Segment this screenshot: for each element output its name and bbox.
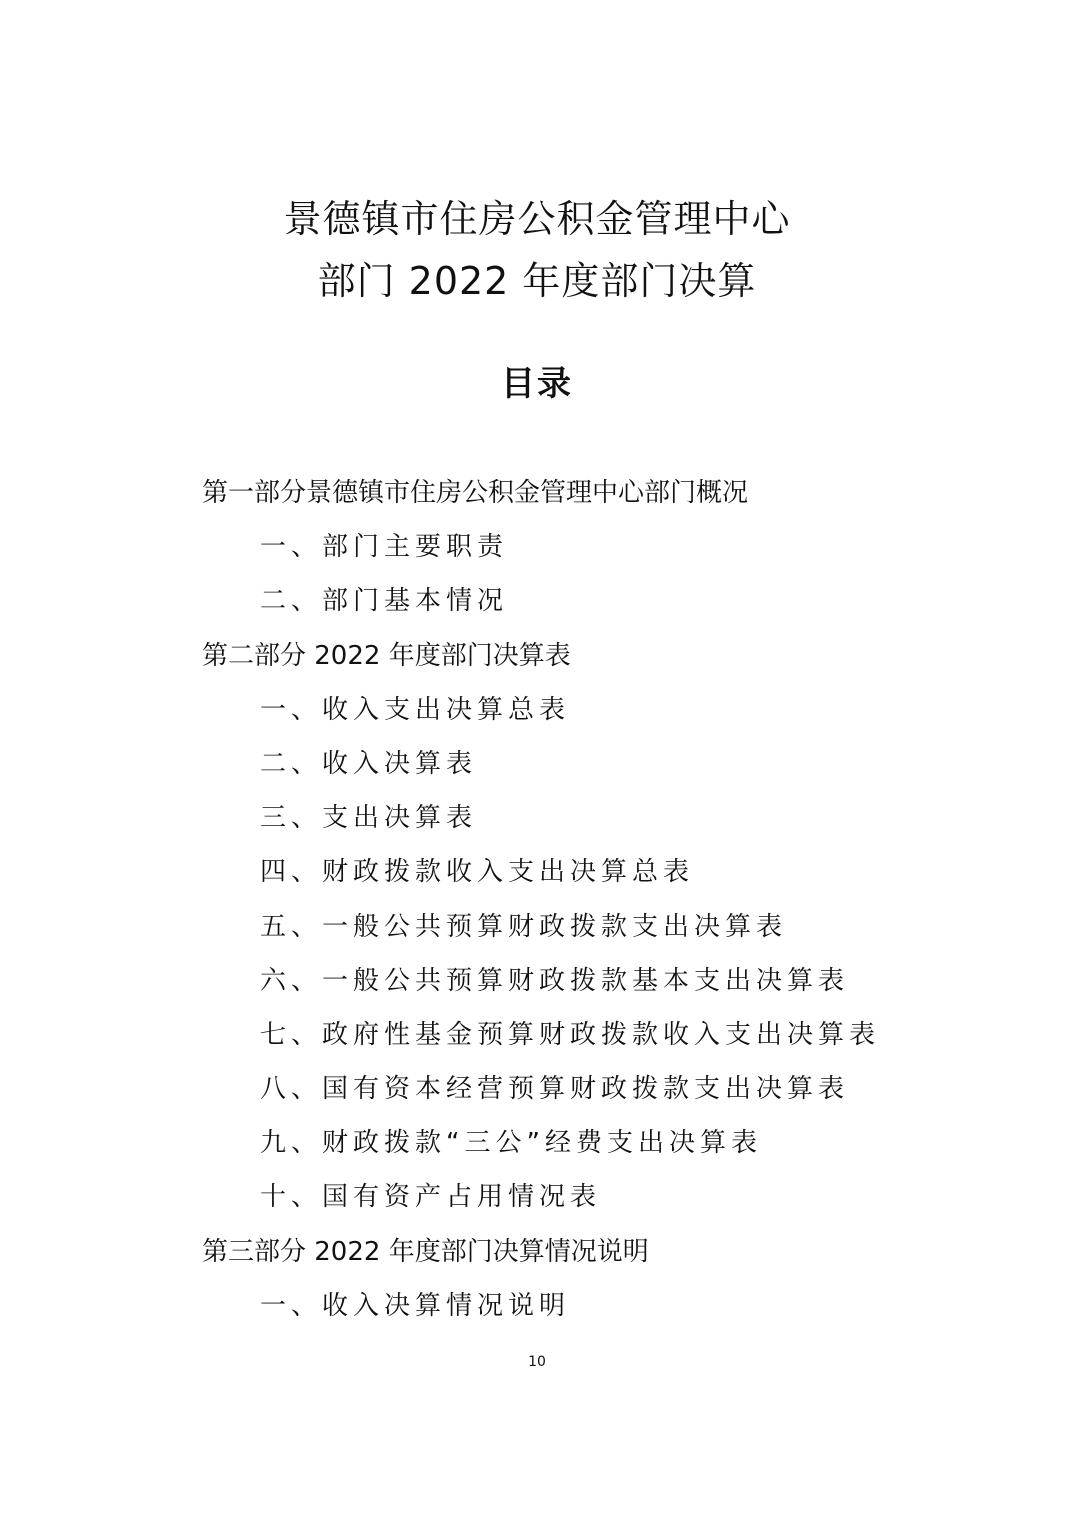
toc-item: 九、财政拨款“三公”经费支出决算表 [260,1128,762,1159]
toc-item: 二、部门基本情况 [260,586,509,617]
toc-item: 五、一般公共预算财政拨款支出决算表 [260,911,788,942]
title-line-2: 部门 2022 年度部门决算 [317,259,757,303]
toc-item: 六、一般公共预算财政拨款基本支出决算表 [260,965,850,996]
toc-item: 一、收入支出决算总表 [260,694,571,725]
toc-heading: 目录 [501,364,573,404]
toc-item: 一、部门主要职责 [260,532,509,563]
toc-item: 十、国有资产占用情况表 [260,1182,602,1213]
toc-item: 一、收入决算情况说明 [260,1290,571,1321]
toc-item: 四、财政拨款收入支出决算总表 [260,857,695,888]
page-number: 10 [528,1354,546,1370]
title-line-1: 景德镇市住房公积金管理中心 [283,197,791,241]
toc-part-2: 第二部分 2022 年度部门决算表 [202,640,571,671]
toc-part-3: 第三部分 2022 年度部门决算情况说明 [202,1236,649,1267]
toc-item: 二、收入决算表 [260,748,478,779]
table-of-contents [202,466,1022,1333]
toc-part-1: 第一部分景德镇市住房公积金管理中心部门概况 [202,478,749,508]
toc-item: 三、支出决算表 [260,803,478,834]
toc-item: 八、国有资本经营预算财政拨款支出决算表 [260,1074,850,1105]
toc-item: 七、政府性基金预算财政拨款收入支出决算表 [260,1019,881,1050]
document-title [0,188,1074,312]
